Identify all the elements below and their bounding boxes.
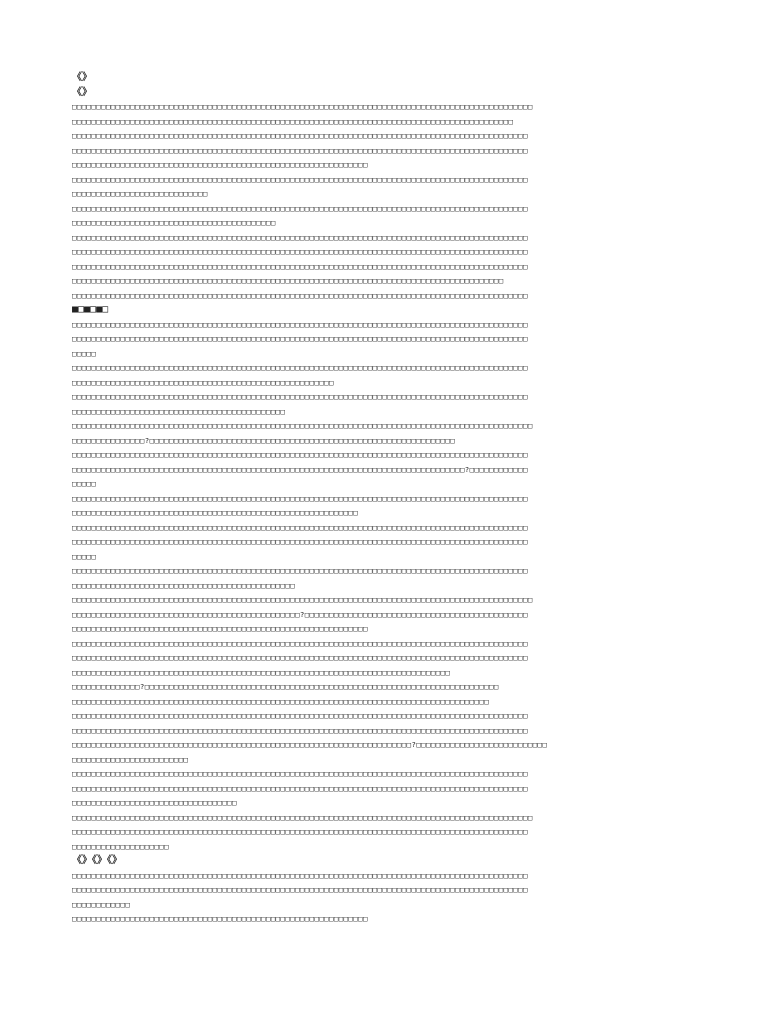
text-line: □□□□□□□□□□□□□□□□□□□□□□□□□□□□□□□□□□□□□□□□□□□□□□□□□□□□□□□□□□□□□□□□□□□□□□□□□□□□□□□□□?□□□□□□□□□□□□	[72, 464, 528, 474]
text-line: □□□□□□□□□□□□□□?□□□□□□□□□□□□□□□□□□□□□□□□□□□□□□□□□□□□□□□□□□□□□□□□□□□□□□□□□□□□□□□□□□□□□□□□□	[72, 682, 499, 691]
text-line: □□□□□	[72, 551, 97, 561]
text-line: □□□□□□□□□□□□□□□□□□□□□□□□□□□□□□□□□□□□□□□□□□□□□□□□□□□□□□□□□□□□□□□□□□□□□□□□□□□□□□□□□□□□□□□□□□□□□□	[72, 537, 528, 546]
text-line: □□□□□□□□□□□□□□□□□□□□□□□□□□□□□□□□□□□□□□□□□□□□□□□□□□□□□□□□□□□□□□□□□□□□□□□□□□□□□□□□□□□□□□□□□□□□□□	[72, 711, 528, 720]
text-line: □□□□□□□□□□□□□□□□□□□□□□□□□□□□□□□□□□□□□□□□□□□□□□□□□□□□□□□□□□□□□□□□□□□□□□□□□□□□□□□□□□□□□□□□□□□□□□	[72, 725, 528, 735]
text-line: □□□□□□□□□□□□□□□□□□□□□□□□□□□□□□□□□□□□□□□□□□□□□□□□□□□□□□□□□□□□□□□□□□□□□□□□□□□□□□□□□□□□□□□□□□□□□□□	[72, 421, 533, 430]
text-line: □□□□□□□□□□□□□□□□□□□□□□□□□□□□□□□□□□□□□□□□□□□□□□□□□□□□□□□□□□□□□□□□□□□□□□□□□□□□□□□□□□□□□□□□□□□□□□	[72, 885, 528, 894]
text-line: □□□□□□□□□□□□□□□□□□□□□□□□□□□□□□□□□□□□□□□□□□□□□□□□□□□□□□□□□□□□□□□□□□□□□□□□□□□□□□□□□□□□□□	[72, 696, 490, 706]
heading-mark: 《》	[72, 86, 92, 98]
text-line: □□□□□□□□□□□□□□□□□□□□□□□□□□□□□□□□□□□□□□□□□□□□□□□□□□□□□□□□□□□□□	[72, 160, 368, 169]
text-line: □□□□□□□□□□□□□□□□□□□□□□□□□□□□□□□□□□□□□□□□□□□□□□□□□□□□□□□□□□□□□□□□□□□□□□□□□□□□□□□□□□□□□□□□□□□□□□□	[72, 595, 533, 604]
text-line: □□□□□	[72, 348, 97, 358]
text-line: □□□□□□□□□□□□□□□□□□□□□□□□□□□□□□□□□□□□□□□□□□□□□□□□□□□□□□□□□□□□□□□□□□□□□□□□□□□□□□□□□□□□□□□□□□□□□□	[72, 450, 528, 459]
text-line: □□□□□□□□□□□□□□□□□□□□□□□□□□□□□□□□□□□□□□□□□□□□□□□□□□□□□□□□□□□□□□□□□□□□□□□□□□□□□□□□□□□□□□□□□□□□□□	[72, 522, 528, 532]
text-line: □□□□□□□□□□□□□□□□□□□□□□□□□□□□□□□□□□□□□□□□□□□□□□□□□□□□□□□□□□□□□□□□□□□□□□□□□□□□□□□□□□□□□□□□□□□□□□	[72, 290, 528, 300]
text-line: □□□□□□□□□□□□□□□□□□□□□□□□□□□□□□□□□□□□□□□□□□□□□□□□□□□□□□□□□□□□□□□□□□□□□□□□□□□□□□□□□□□□□□□□□□□□□□	[72, 261, 528, 271]
text-line: □□□□□□□□□□□□□□□□□□□□□□□□□□□□□□□□□□□□□□□□□□□□□□□□□□□□□□□□□□□□□□□□□□□□□□□□□□□□□□□□□□□□□□□□□□□□□□	[72, 769, 528, 778]
text-line: □□□□□□□□□□□□□□□□□□□□	[72, 841, 169, 851]
text-line: □□□□□□□□□□□□□□□□□□□□□□□□□□□□□□□□□□□□□□□□□□□□□□□□□□□□□□□□□□□□□□□□□□□□□□□□□□□□□□□□□□□□□□□□□□□□□□	[72, 145, 528, 155]
text-line: □□□□□□□□□□□□□□□□□□□□□□□□□□□□□□□□□□□□□□□□□□□□□□□□□□□□□□□□□□□□□□□□□□□□□□□□□□□□□□□□□□□□□□□□□□□	[72, 116, 514, 126]
section-mark: 《》《》《》	[72, 855, 122, 866]
text-line: □□□□□□□□□□□□□□□□□□□□□□□□□□□□□□□□□□□□□□□□□□□□□□□□□□□□□□□□□□□□□□□□□□□□□□□□□□□□□□□□□□□□□□□□□□□□□□	[72, 174, 528, 184]
text-line: □□□□□	[72, 479, 97, 488]
section-mark: ■□■□■□	[72, 304, 109, 315]
text-line: □□□□□□□□□□□□□□□□□□□□□□□□□□□□□□□□□□□□□□□□□□□□□□	[72, 580, 296, 590]
text-line: □□□□□□□□□□□□□□□□□□□□□□□□□□□□□□□□□□	[72, 798, 237, 807]
text-line: □□□□□□□□□□□□□□□□□□□□□□□□□□□□	[72, 189, 208, 198]
text-line: □□□□□□□□□□□□	[72, 899, 131, 909]
text-line: □□□□□□□□□□□□□□□□□□□□□□□□□□□□□□□□□□□□□□□□□□□□□□□?□□□□□□□□□□□□□□□□□□□□□□□□□□□□□□□□□□□□□□□□□□□□□□	[72, 609, 528, 619]
text-line: □□□□□□□□□□□□□□□□□□□□□□□□□□□□□□□□□□□□□□□□□□□□□□□□□□□□□□□□□□□□□□□□□□□□□□□□□□□□□□	[72, 667, 451, 677]
text-line: □□□□□□□□□□□□□□□□□□□□□□□□□□□□□□□□□□□□□□□□□□□□□□□□□□□□□□□□□□□□□□□□□□□□□□□□□□□□□□□□□□□□□□□□□□□□□□	[72, 493, 528, 503]
text-line: □□□□□□□□□□□□□□□□□□□□□□□□□□□□□□□□□□□□□□□□□□□□□□□□□□□□□□□□□□□□□□□□□□□□□□□□□□□□□□□□□□□□□□□□□□□□□□	[72, 392, 528, 401]
text-line: □□□□□□□□□□□□□□□□□□□□□□□□□□□□□□□□□□□□□□□□□□□□□□□□□□□□□□□□□□□□□□□□□□□□□□□□□□□□□□□□□□□□□□□□□□□□□□	[72, 232, 528, 242]
text-line: □□□□□□□□□□□□□□□□□□□□□□□□□□□□□□□□□□□□□□□□□□□□□□□□□□□□□□□□□□□□□□□□□□□□□□□□□□□□□□□□□□□□□□□□□□□□□□□	[72, 102, 533, 111]
text-line: □□□□□□□□□□□□□□□□□□□□□□□□□□□□□□□□□□□□□□□□□□	[72, 218, 276, 227]
text-line: □□□□□□□□□□□□□□□□□□□□□□□□□□□□□□□□□□□□□□□□□□□□□□□□□□□□□□□□□□□□□□□□□□□□□□□□□□□□□□□□□□□□□□□□□□□□□□	[72, 334, 528, 343]
text-line: □□□□□□□□□□□□□□□?□□□□□□□□□□□□□□□□□□□□□□□□□□□□□□□□□□□□□□□□□□□□□□□□□□□□□□□□□□□□□□□	[72, 435, 456, 445]
text-line: □□□□□□□□□□□□□□□□□□□□□□□□□□□□□□□□□□□□□□□□□□□□□□□□□□□□□□□□□□□□□□□□□□□□□□□□□□□□□□□□□□□□□□□□□□□□□□	[72, 131, 528, 140]
text-line: □□□□□□□□□□□□□□□□□□□□□□□□□□□□□□□□□□□□□□□□□□□□□□□□□□□□□□□□□□□□□□□□□□□□□□□□□□□□□□□□□□□□□□□□□□□□□□	[72, 363, 528, 372]
text-line: □□□□□□□□□□□□□□□□□□□□□□□□□□□□□□□□□□□□□□□□□□□□□□□□□□□□□□□□□□□□□□□□□□□□□□□□□□□□□□□□□□□□□□□□□□□□□□	[72, 783, 528, 793]
text-line: □□□□□□□□□□□□□□□□□□□□□□□□□□□□□□□□□□□□□□□□□□□□	[72, 406, 286, 416]
text-line: □□□□□□□□□□□□□□□□□□□□□□□□□□□□□□□□□□□□□□□□□□□□□□□□□□□□□□□□□□□□□□□□□□□□□□□□□□□□□□□□□□□□□□□□□□□□□□	[72, 827, 528, 836]
text-line: □□□□□□□□□□□□□□□□□□□□□□□□□□□□□□□□□□□□□□□□□□□□□□□□□□□□□□□□□□□	[72, 508, 359, 517]
text-line: □□□□□□□□□□□□□□□□□□□□□□□□□□□□□□□□□□□□□□□□□□□□□□□□□□□□□□□□□□□□□□□□□□□□□□□□□□□□□□□□□□□□□□□□□□□□□□	[72, 319, 528, 329]
text-line: □□□□□□□□□□□□□□□□□□□□□□□□□□□□□□□□□□□□□□□□□□□□□□□□□□□□□□	[72, 377, 334, 387]
text-line: □□□□□□□□□□□□□□□□□□□□□□□□□□□□□□□□□□□□□□□□□□□□□□□□□□□□□□□□□□□□□□□□□□□□□□□□□□□□□□□□□□□□□□□□□□□□□□	[72, 870, 528, 880]
heading-mark: 《》	[72, 72, 92, 83]
text-line: □□□□□□□□□□□□□□□□□□□□□□□□	[72, 754, 189, 764]
text-line: □□□□□□□□□□□□□□□□□□□□□□□□□□□□□□□□□□□□□□□□□□□□□□□□□□□□□□□□□□□□□	[72, 624, 368, 633]
text-line: □□□□□□□□□□□□□□□□□□□□□□□□□□□□□□□□□□□□□□□□□□□□□□□□□□□□□□□□□□□□□□□□□□□□□□□□□□□□□□□□□□□□□□□□□□□□□□	[72, 203, 528, 213]
text-line: □□□□□□□□□□□□□□□□□□□□□□□□□□□□□□□□□□□□□□□□□□□□□□□□□□□□□□□□□□□□□□□□□□□□□□□□□□□□□□□□□□□□□□□□□□□□□□	[72, 653, 528, 662]
text-line: □□□□□□□□□□□□□□□□□□□□□□□□□□□□□□□□□□□□□□□□□□□□□□□□□□□□□□□□□□□□□□□□□□□□□□□□□□□□□□□□□□□□□□□□□□□□□□□	[72, 812, 533, 822]
text-line: □□□□□□□□□□□□□□□□□□□□□□□□□□□□□□□□□□□□□□□□□□□□□□□□□□□□□□□□□□□□□□□□□□□□□□?□□□□□□□□□□□□□□□□□□□□□□□□□□□	[72, 740, 548, 749]
text-line: □□□□□□□□□□□□□□□□□□□□□□□□□□□□□□□□□□□□□□□□□□□□□□□□□□□□□□□□□□□□□□□□□□□□□□□□□□□□□□□□□□□□□□□□□	[72, 276, 504, 285]
document-page	[72, 71, 704, 927]
text-line: □□□□□□□□□□□□□□□□□□□□□□□□□□□□□□□□□□□□□□□□□□□□□□□□□□□□□□□□□□□□□□□□□□□□□□□□□□□□□□□□□□□□□□□□□□□□□□	[72, 566, 528, 575]
text-line: □□□□□□□□□□□□□□□□□□□□□□□□□□□□□□□□□□□□□□□□□□□□□□□□□□□□□□□□□□□□□□□□□□□□□□□□□□□□□□□□□□□□□□□□□□□□□□	[72, 247, 528, 256]
text-line: □□□□□□□□□□□□□□□□□□□□□□□□□□□□□□□□□□□□□□□□□□□□□□□□□□□□□□□□□□□□□	[72, 914, 368, 923]
text-line: □□□□□□□□□□□□□□□□□□□□□□□□□□□□□□□□□□□□□□□□□□□□□□□□□□□□□□□□□□□□□□□□□□□□□□□□□□□□□□□□□□□□□□□□□□□□□□	[72, 638, 528, 648]
